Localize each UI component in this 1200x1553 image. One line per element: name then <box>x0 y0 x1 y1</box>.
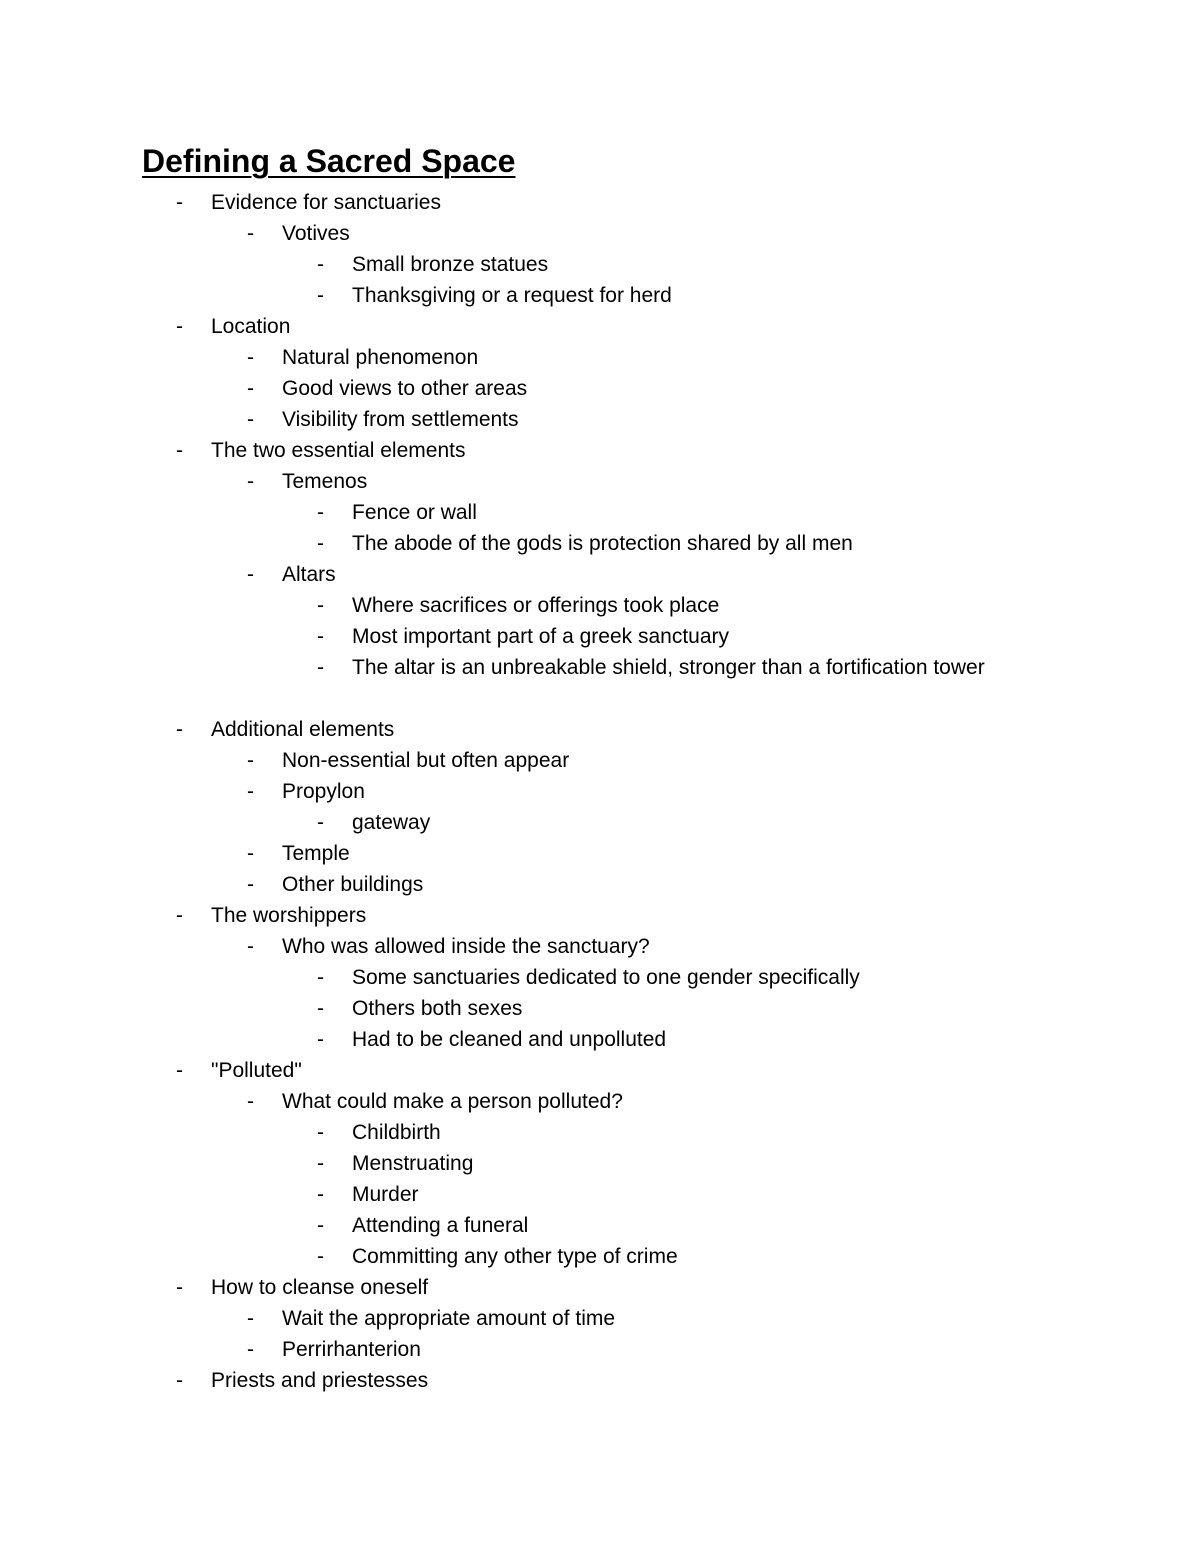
outline-item-text: What could make a person polluted? <box>282 1090 623 1113</box>
outline-item-level-3 <box>0 1117 1200 1148</box>
bullet-dash: - <box>176 1369 183 1392</box>
bullet-dash: - <box>317 1028 324 1051</box>
outline-item-level-3 <box>0 993 1200 1024</box>
outline-item-level-3 <box>0 1024 1200 1055</box>
outline-item-level-3 <box>0 1241 1200 1272</box>
outline-item-level-1 <box>0 1365 1200 1396</box>
outline-item-text: Temple <box>282 842 350 865</box>
outline-item-level-2 <box>0 869 1200 900</box>
outline-item-level-3 <box>0 1179 1200 1210</box>
outline-item-text: Who was allowed inside the sanctuary? <box>282 935 650 958</box>
outline-item-level-1 <box>0 1055 1200 1086</box>
bullet-dash: - <box>317 1152 324 1175</box>
outline-item-text: Altars <box>282 563 336 586</box>
outline-item-text: Thanksgiving or a request for herd <box>352 284 672 307</box>
bullet-dash: - <box>247 780 254 803</box>
bullet-dash: - <box>317 1214 324 1237</box>
outline-item-level-2 <box>0 1334 1200 1365</box>
bullet-dash: - <box>247 346 254 369</box>
outline-item-text: Temenos <box>282 470 368 493</box>
outline-item-level-2 <box>0 838 1200 869</box>
outline-item-level-2 <box>0 404 1200 435</box>
outline-item-level-1 <box>0 1272 1200 1303</box>
outline-item-level-2 <box>0 1303 1200 1334</box>
outline-item-text: Propylon <box>282 780 365 803</box>
outline-item-text: Perrirhanterion <box>282 1338 421 1361</box>
page-title: Defining a Sacred Space <box>142 143 516 179</box>
bullet-dash: - <box>317 284 324 307</box>
bullet-outline <box>0 187 1200 1396</box>
outline-item-level-2 <box>0 559 1200 590</box>
outline-item-text: The worshippers <box>211 904 367 927</box>
bullet-dash: - <box>176 439 183 462</box>
bullet-dash: - <box>176 718 183 741</box>
bullet-dash: - <box>247 470 254 493</box>
bullet-dash: - <box>247 377 254 400</box>
outline-item-level-3 <box>0 528 1200 559</box>
outline-item-text: How to cleanse oneself <box>211 1276 429 1299</box>
bullet-dash: - <box>317 997 324 1020</box>
outline-item-text: Menstruating <box>352 1152 474 1175</box>
outline-item-text: Murder <box>352 1183 419 1206</box>
bullet-dash: - <box>176 1059 183 1082</box>
outline-item-level-2 <box>0 466 1200 497</box>
outline-item-text: Attending a funeral <box>352 1214 529 1237</box>
bullet-dash: - <box>317 656 324 679</box>
outline-item-text: Non-essential but often appear <box>282 749 570 772</box>
outline-item-level-3 <box>0 497 1200 528</box>
bullet-dash: - <box>317 811 324 834</box>
outline-item-text: Fence or wall <box>352 501 477 524</box>
bullet-dash: - <box>317 594 324 617</box>
outline-item-level-2 <box>0 373 1200 404</box>
bullet-dash: - <box>247 873 254 896</box>
outline-item-text: Additional elements <box>211 718 395 741</box>
bullet-dash: - <box>247 1338 254 1361</box>
bullet-dash: - <box>247 1090 254 1113</box>
outline-item-text: Where sacrifices or offerings took place <box>352 594 720 617</box>
bullet-dash: - <box>317 966 324 989</box>
outline-item-level-1 <box>0 187 1200 218</box>
bullet-dash: - <box>176 191 183 214</box>
outline-item-text: Most important part of a greek sanctuary <box>352 625 730 648</box>
outline-item-text: Others both sexes <box>352 997 523 1020</box>
outline-item-level-2 <box>0 931 1200 962</box>
outline-item-text: The two essential elements <box>211 439 466 462</box>
outline-item-text: Some sanctuaries dedicated to one gender specifically <box>352 966 860 989</box>
bullet-dash: - <box>317 253 324 276</box>
outline-item-level-3 <box>0 652 1200 714</box>
bullet-dash: - <box>317 1245 324 1268</box>
bullet-dash: - <box>247 935 254 958</box>
outline-item-level-3 <box>0 590 1200 621</box>
outline-item-level-2 <box>0 776 1200 807</box>
outline-item-text: Wait the appropriate amount of time <box>282 1307 616 1330</box>
outline-item-level-1 <box>0 900 1200 931</box>
outline-item-text: Location <box>211 315 291 338</box>
outline-item-level-3 <box>0 807 1200 838</box>
outline-item-level-3 <box>0 1148 1200 1179</box>
bullet-dash: - <box>247 563 254 586</box>
outline-item-text: Evidence for sanctuaries <box>211 191 441 214</box>
outline-item-text: Priests and priestesses <box>211 1369 429 1392</box>
bullet-dash: - <box>317 532 324 555</box>
outline-item-level-3 <box>0 621 1200 652</box>
outline-item-level-3 <box>0 962 1200 993</box>
outline-item-text: Small bronze statues <box>352 253 549 276</box>
outline-item-text: Visibility from settlements <box>282 408 519 431</box>
outline-item-text: Childbirth <box>352 1121 441 1144</box>
outline-item-text: Other buildings <box>282 873 424 896</box>
outline-item-level-1 <box>0 714 1200 745</box>
outline-item-text: Votives <box>282 222 350 245</box>
bullet-dash: - <box>317 1183 324 1206</box>
bullet-dash: - <box>247 749 254 772</box>
outline-item-level-2 <box>0 218 1200 249</box>
bullet-dash: - <box>247 408 254 431</box>
outline-item-level-1 <box>0 311 1200 342</box>
outline-item-level-1 <box>0 435 1200 466</box>
outline-item-text: The altar is an unbreakable shield, stronger than a fortification tower <box>352 656 985 679</box>
outline-item-text: Had to be cleaned and unpolluted <box>352 1028 667 1051</box>
outline-item-text: Natural phenomenon <box>282 346 479 369</box>
bullet-dash: - <box>176 315 183 338</box>
bullet-dash: - <box>247 1307 254 1330</box>
outline-item-level-3 <box>0 280 1200 311</box>
bullet-dash: - <box>317 625 324 648</box>
bullet-dash: - <box>247 842 254 865</box>
outline-item-text: gateway <box>352 811 431 834</box>
bullet-dash: - <box>176 904 183 927</box>
outline-item-level-3 <box>0 249 1200 280</box>
outline-item-text: "Polluted" <box>211 1059 302 1082</box>
outline-item-text: Good views to other areas <box>282 377 528 400</box>
bullet-dash: - <box>317 501 324 524</box>
outline-item-level-2 <box>0 342 1200 373</box>
bullet-dash: - <box>176 1276 183 1299</box>
outline-item-text: Committing any other type of crime <box>352 1245 678 1268</box>
outline-item-text: The abode of the gods is protection shared by all men <box>352 532 853 555</box>
outline-item-level-3 <box>0 1210 1200 1241</box>
outline-item-level-2 <box>0 1086 1200 1117</box>
bullet-dash: - <box>317 1121 324 1144</box>
bullet-dash: - <box>247 222 254 245</box>
outline-item-level-2 <box>0 745 1200 776</box>
